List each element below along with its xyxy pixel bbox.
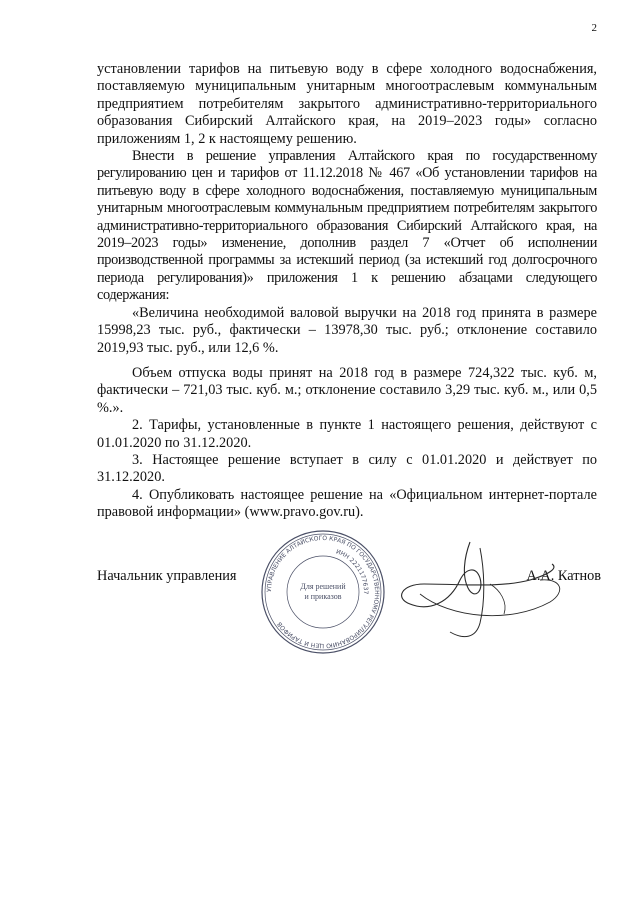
paragraph-continuation: установлении тарифов на питьевую воду в сфере холодного водоснабжения, поставляемую муниципальным унитарным многоотраслевым коммунальным предприятием потребителям закрытого административно-территориального образования Сибирский Алтайского края, на 2019–2023 годы» согласно приложениям 1, 2 к настоящему решению. — [97, 61, 597, 147]
paragraph-quote-volume: Объем отпуска воды принят на 2018 год в размере 724,322 тыс. куб. м, фактически – 721,03 тыс. куб. м.; отклонение составило 3,29 тыс. куб. м., или 0,5 %.». — [97, 364, 597, 416]
stamp-center-line-2: и приказов — [304, 592, 342, 601]
paragraph-item-4: 4. Опубликовать настоящее решение на «Официальном интернет-портале правовой информации» (www.pravo.gov.ru). — [97, 486, 597, 521]
paragraph-quote-revenue: «Величина необходимой валовой выручки на 2018 год принята в размере 15998,23 тыс. руб., фактически – 13978,30 тыс. руб.; отклонение составило 2019,93 тыс. руб., или 12,6 %. — [97, 304, 597, 356]
stamp-inn-text: ИНН 2221177637 — [334, 548, 370, 595]
document-body — [97, 61, 597, 522]
handwritten-signature-icon — [380, 528, 580, 648]
signatory-name: А.А. Катнов — [526, 568, 601, 584]
signatory-title: Начальник управления — [97, 568, 237, 584]
page-number: 2 — [591, 22, 597, 34]
paragraph-item-2: 2. Тарифы, установленные в пункте 1 настоящего решения, действуют с 01.01.2020 по 31.12.2020. — [97, 417, 597, 451]
stamp-ring-text: УПРАВЛЕНИЕ АЛТАЙСКОГО КРАЯ ПО ГОСУДАРСТВЕННОМУ РЕГУЛИРОВАНИЮ ЦЕН И ТАРИФОВ — [265, 534, 381, 650]
stamp-center-line-1: Для решений — [300, 582, 346, 591]
official-stamp-icon — [258, 527, 388, 657]
paragraph-item-3: 3. Настоящее решение вступает в силу с 01.01.2020 и действует по 31.12.2020. — [97, 451, 597, 486]
paragraph-amendment: Внести в решение управления Алтайского края по государственному регулированию цен и тарифов от 11.12.2018 № 467 «Об установлении тарифов на питьевую воду в сфере холодного водоснабжения, поставляемую муниципальным унитарным многоотраслевым коммунальным предприятием потребителям закрытого административно-территориального образования Сибирский Алтайского края, на 2019–2023 годы» изменение, дополнив раздел 7 «Отчет об исполнении производственной программы за истекший период (за истекший год долгосрочного периода регулирования)» приложения 1 к решению абзацами следующего содержания: — [97, 148, 597, 304]
